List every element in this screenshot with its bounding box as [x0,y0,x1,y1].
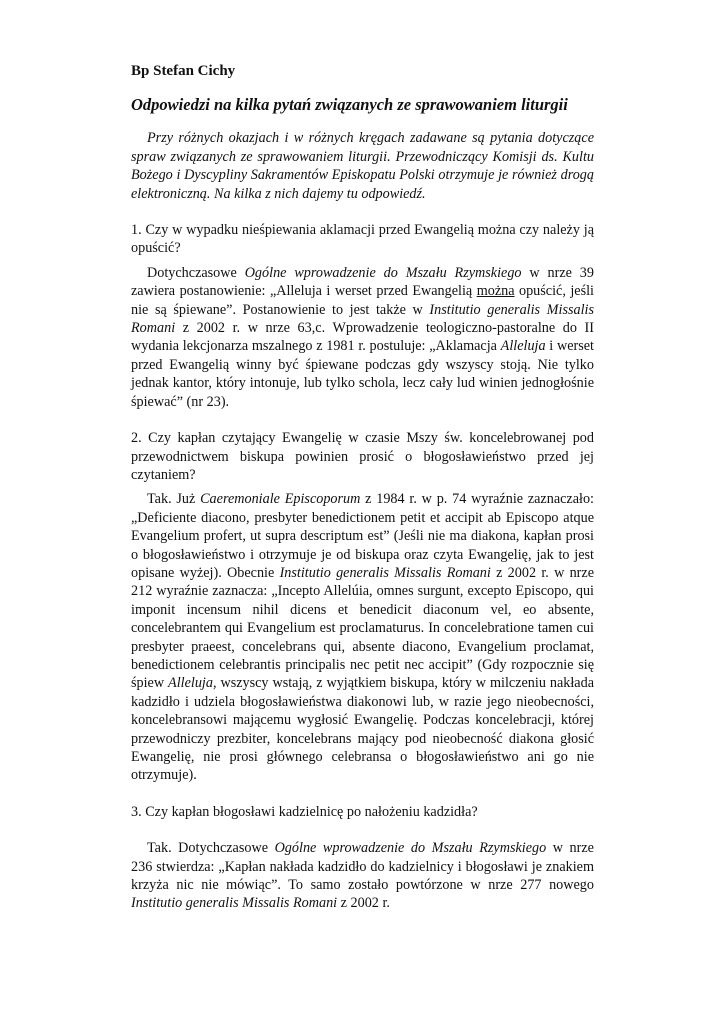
italic-title: Institutio generalis Missalis Romani [131,301,594,337]
italic-title: Alleluja [168,675,213,692]
underlined-word: można [476,283,515,300]
italic-title: Caeremoniale Episcoporum [200,491,361,508]
italic-title: Ogólne wprowadzenie do Mszału Rzymskiego [274,840,547,857]
author-name: Bp Stefan Cichy [131,63,236,79]
question-1: 1. Czy w wypadku nieśpiewania aklamacji przed Ewangelią można czy należy ją opuścić? [131,222,594,257]
answer-2: Tak. Już Caeremoniale Episcoporum z 1984 r. w p. 74 wyraźnie zaznaczało: „Deficiente diacono, presbyter benedictionem petit et accipit ab Episcopo atque Evangelium profert, ut supra descriptum est” (Jeśli nie ma diakona, kapłan prosi o błogosławieństwo i otrzymuje je od biskupa oraz czyta Ewangelię, jak to jest opisane wyżej). Obecnie Institutio generalis Missalis Romani z 2002 r. w nrze 212 wyraźnie zaznacza: „Incepto Allelúia, omnes surgunt, excepto Episcopo, qui imponit incensum nihil dicens et benedicit diaconum vel, eo absente, concelebrantem qui Evangelium est proclamaturus. In concelebratione tamen cui presbyter praeest, concelebrans qui, absente diacono, Evangelium proclamat, benedictionem celebrantis principalis nec petit nec accipit” (Gdy rozpocznie się śpiew Alleluja, wszyscy wstają, z wyjątkiem biskupa, który w milczeniu nakłada kadzidło i udziela błogosławieństwa diakonowi lub, w razie jego nieobecności, koncelebransowi mającemu wygłosić Ewangelię. Podczas koncelebracji, której przewodniczy prezbiter, koncelebrans mający pod nieobecność diakona głosić Ewangelię, nie prosi głównego celebransa o błogosławieństwo ani go nie otrzymuje). [131,491,594,784]
italic-title: Ogólne wprowadzenie do Mszału Rzymskiego [244,264,522,281]
question-3: 3. Czy kapłan błogosławi kadzielnicę po nałożeniu kadzidła? [131,803,478,820]
italic-title: Alleluja [500,338,546,355]
article [131,62,594,913]
answer-3: Tak. Dotychczasowe Ogólne wprowadzenie do Mszału Rzymskiego w nrze 236 stwierdza: „Kapłan nakłada kadzidło do kadzielnicy i błogosławi je znakiem krzyża nic nie mówiąc”. To samo zostało powtórzone w nrze 277 nowego Institutio generalis Missalis Romani z 2002 r. [131,840,594,912]
intro-paragraph: Przy różnych okazjach i w różnych kręgach zadawane są pytania dotyczące spraw związanych ze sprawowaniem liturgii. Przewodniczący Komisji ds. Kultu Bożego i Dyscypliny Sakramentów Episkopatu Polski otrzymuje je również drogą elektroniczną. Na kilka z nich dajemy tu odpowiedź. [131,130,594,202]
answer-1: Dotychczasowe Ogólne wprowadzenie do Mszału Rzymskiego w nrze 39 zawiera postanowienie: „Alleluja i werset przed Ewangelią można opuścić, jeśli nie są śpiewane”. Postanowienie to jest także w Institutio generalis Missalis Romani z 2002 r. w nrze 63,c. Wprowadzenie teologiczno-pastoralne do II wydania lekcjonarza mszalnego z 1981 r. postuluje: „Aklamacja Alleluja i werset przed Ewangelią winny być śpiewane podczas gdy wszyscy stoją. Nie tylko jednak kantor, który intonuje, lub tylko schola, lecz cały lud winien jednogłośnie śpiewać” (nr 23). [131,264,594,410]
question-2: 2. Czy kapłan czytający Ewangelię w czasie Mszy św. koncelebrowanej pod przewodnictwem biskupa powinien prosić o błogosławieństwo przed jej czytaniem? [131,430,594,483]
article-title: Odpowiedzi na kilka pytań związanych ze sprawowaniem liturgii [131,95,568,115]
italic-title: Institutio generalis Missalis Romani [131,895,338,912]
italic-title: Institutio generalis Missalis Romani [279,564,491,581]
